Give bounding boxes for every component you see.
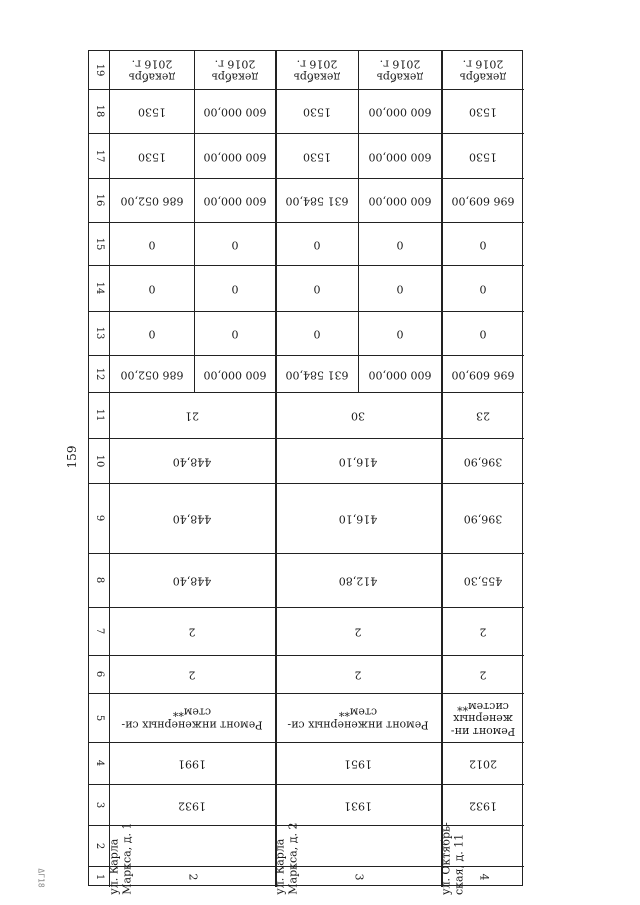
row-3-col16-split-1: [358, 178, 359, 222]
column-number-9-text: 9: [93, 514, 105, 522]
row-3-index-text: 3: [352, 873, 366, 880]
row-3-col14-1: [358, 265, 441, 311]
row-3-work_type-text: Ремонт инженерных си- стем**: [287, 705, 429, 732]
row-2-year_repair: [109, 742, 275, 784]
row-4-col19-0: [441, 51, 524, 89]
row-4-col17-0-text: 1530: [468, 149, 497, 163]
row-3-col19-split-1: [358, 51, 359, 89]
row-3-col19-1-text: декабрь 2016 г.: [376, 58, 423, 84]
row-3-col18-0: [275, 89, 358, 133]
row-2-col12-1: [194, 355, 275, 392]
row-2-address-text: ул. Карла Маркса, д. 1: [107, 822, 133, 895]
row-2-col10: [109, 438, 275, 483]
row-3-col12-0: [275, 355, 358, 392]
row-2-col17-0-text: 1530: [137, 149, 166, 163]
row-4-col13-0: [441, 311, 524, 355]
row-2-col15-1-text: 0: [231, 237, 238, 251]
row-3-col12-1: [358, 355, 441, 392]
column-number-2-text: 2: [93, 842, 105, 849]
column-number-5-text: 5: [93, 714, 105, 721]
row-2-col7: [109, 607, 275, 655]
row-2-col18-1: [194, 89, 275, 133]
row-3-col14-0-text: 0: [313, 282, 320, 296]
column-number-13: [89, 311, 109, 355]
row-2-col12-0: [109, 355, 194, 392]
row-2-index-text: 2: [186, 873, 200, 880]
row-2-col19-0-text: декабрь 2016 г.: [128, 58, 175, 84]
scan-mark: ΔΓ18: [36, 868, 46, 888]
row-3-col13-split-1: [358, 311, 359, 355]
column-number-7: [89, 607, 109, 655]
row-3-col15-split-1: [358, 222, 359, 265]
row-2-col13-split-1: [194, 311, 195, 355]
row-4-work_type-text: Ремонт ин- женерных систем**: [450, 699, 515, 738]
column-number-7-text: 7: [93, 627, 105, 635]
row-4-work_type: [441, 693, 524, 742]
row-4-col12-0: [441, 355, 524, 392]
row-4-col15-0: [441, 222, 524, 265]
column-number-9: [89, 483, 109, 553]
column-number-3-text: 3: [93, 801, 105, 808]
row-2-col16-0-text: 686 052,00: [120, 194, 183, 208]
row-3-col17-1-text: 600 000,00: [368, 149, 431, 163]
row-2-col19-split-1: [194, 51, 195, 89]
row-4-year_repair: [441, 742, 524, 784]
row-3-col7-text: 2: [354, 625, 362, 639]
row-4-col17-0: [441, 133, 524, 178]
row-4-index-text: 4: [476, 873, 490, 880]
column-number-4: [89, 742, 109, 784]
column-number-16-text: 16: [93, 193, 105, 207]
row-2-col18-1-text: 600 000,00: [203, 105, 266, 119]
row-3-col18-1-text: 600 000,00: [368, 105, 431, 119]
row-2-col14-0-text: 0: [148, 282, 155, 296]
column-number-4-text: 4: [93, 759, 105, 767]
row-3-col13-0-text: 0: [313, 327, 320, 341]
row-3-address: [273, 822, 441, 895]
row-4-index: [441, 866, 524, 887]
column-number-10: [89, 438, 109, 483]
column-number-15-text: 15: [93, 237, 105, 250]
row-2-col16-split-1: [194, 178, 195, 222]
row-3-col9: [275, 483, 441, 553]
column-number-6: [89, 655, 109, 693]
row-2-col15-0: [109, 222, 194, 265]
row-4-col10: [441, 438, 524, 483]
row-3-col11: [275, 392, 441, 438]
row-2-col9-text: 448,40: [172, 512, 212, 526]
row-3-col17-split-1: [358, 133, 359, 178]
column-number-15: [89, 222, 109, 265]
row-2-col14-0: [109, 265, 194, 311]
row-3-col13-0: [275, 311, 358, 355]
row-2-col15-split-1: [194, 222, 195, 265]
column-number-18-text: 18: [93, 104, 105, 118]
row-2-col14-split-1: [194, 265, 195, 311]
row-2-col7-text: 2: [188, 625, 196, 639]
row-4-col16-0: [441, 178, 524, 222]
row-4-col15-0-text: 0: [479, 237, 486, 251]
column-number-14: [89, 265, 109, 311]
column-number-5: [89, 693, 109, 742]
row-2-col11: [109, 392, 275, 438]
row-4-col8-text: 455,30: [463, 574, 502, 588]
row-4-col6-text: 2: [479, 668, 486, 682]
row-3-col17-1: [358, 133, 441, 178]
row-3-work_type: [275, 693, 441, 742]
row-3-col10-text: 416,10: [338, 454, 378, 468]
row-2-index: [109, 866, 275, 887]
column-number-1: [89, 866, 109, 887]
row-3-col6-text: 2: [354, 668, 362, 682]
row-3-col19-0: [275, 51, 358, 89]
row-3-col18-1: [358, 89, 441, 133]
row-3-col19-1: [358, 51, 441, 89]
row-3-col15-1-text: 0: [396, 237, 403, 251]
row-3-col17-0-text: 1530: [302, 149, 331, 163]
column-number-16: [89, 178, 109, 222]
row-3-col14-split-1: [358, 265, 359, 311]
row-2-col8-text: 448,40: [172, 574, 212, 588]
row-2-col17-1-text: 600 000,00: [203, 149, 266, 163]
column-number-12-text: 12: [93, 367, 105, 380]
row-3-col12-0-text: 631 584,00: [285, 367, 348, 381]
column-number-13-text: 13: [93, 326, 105, 340]
row-2-col8: [109, 553, 275, 607]
row-2-col13-0-text: 0: [148, 327, 155, 341]
row-2-col18-split-1: [194, 89, 195, 133]
row-3-col16-1-text: 600 000,00: [368, 194, 431, 208]
row-2-col17-split-1: [194, 133, 195, 178]
row-2-col9: [109, 483, 275, 553]
row-4-col7: [441, 607, 524, 655]
row-2-col15-0-text: 0: [148, 237, 155, 251]
data-table: [88, 50, 523, 895]
column-number-11: [89, 392, 109, 438]
row-3-col17-0: [275, 133, 358, 178]
row-2-col17-0: [109, 133, 194, 178]
row-3-col19-0-text: декабрь 2016 г.: [293, 58, 340, 84]
row-2-col12-1-text: 600 000,00: [203, 367, 266, 381]
row-4-col10-text: 396,90: [463, 454, 502, 468]
column-number-10-text: 10: [93, 454, 105, 467]
row-3-col7: [275, 607, 441, 655]
row-4-col7-text: 2: [479, 625, 486, 639]
row-2-col16-1-text: 600 000,00: [203, 194, 266, 208]
column-number-18: [89, 89, 109, 133]
row-3-col16-1: [358, 178, 441, 222]
row-4-col16-0-text: 696 609,00: [451, 194, 514, 208]
row-2-col16-0: [109, 178, 194, 222]
row-2-year_built: [109, 784, 275, 825]
row-2-col19-1: [194, 51, 275, 89]
row-2-col18-0-text: 1530: [137, 105, 166, 119]
row-2-col19-1-text: декабрь 2016 г.: [211, 58, 258, 84]
row-2-col12-split-1: [194, 355, 195, 392]
row-4-col6: [441, 655, 524, 693]
row-4-col11-text: 23: [475, 409, 490, 423]
row-3-col11-text: 30: [351, 409, 365, 423]
row-2-year_built-text: 1932: [178, 798, 206, 812]
row-2-work_type-text: Ремонт инженерных си- стем**: [121, 705, 263, 732]
column-number-1-text: 1: [93, 873, 105, 880]
row-3-col14-0: [275, 265, 358, 311]
row-2-col12-0-text: 686 052,00: [120, 367, 183, 381]
row-3-col6: [275, 655, 441, 693]
row-3-col18-split-1: [358, 89, 359, 133]
row-4-col19-0-text: декабрь 2016 г.: [459, 58, 506, 84]
row-2-col13-0: [109, 311, 194, 355]
row-4-col11: [441, 392, 524, 438]
row-4-col13-0-text: 0: [479, 327, 486, 341]
row-4-col14-0: [441, 265, 524, 311]
row-2-col11-text: 21: [185, 409, 199, 423]
row-3-col15-0-text: 0: [313, 237, 320, 251]
row-3-col16-0-text: 631 584,00: [285, 194, 348, 208]
row-2-address: [107, 822, 275, 895]
column-number-14-text: 14: [93, 281, 105, 295]
row-2-col6-text: 2: [188, 668, 196, 682]
row-2-col6: [109, 655, 275, 693]
row-3-col13-1: [358, 311, 441, 355]
row-2-year_repair-text: 1991: [178, 757, 206, 771]
column-number-19: [89, 51, 109, 89]
row-4-col9-text: 396,90: [463, 512, 502, 526]
row-3-year_built-text: 1931: [344, 798, 372, 812]
row-3-col14-1-text: 0: [396, 282, 403, 296]
row-3-index: [275, 866, 441, 887]
row-2-col16-1: [194, 178, 275, 222]
row-4-col18-0: [441, 89, 524, 133]
row-4-col12-0-text: 696 609,00: [451, 367, 514, 381]
row-4-year_built: [441, 784, 524, 825]
column-number-8: [89, 553, 109, 607]
row-3-year_repair-text: 1951: [344, 757, 372, 771]
row-3-col16-0: [275, 178, 358, 222]
column-number-17-text: 17: [93, 149, 105, 162]
row-2-col13-1-text: 0: [231, 327, 238, 341]
row-2-work_type: [109, 693, 275, 742]
row-4-address: [439, 821, 524, 895]
row-3-col12-split-1: [358, 355, 359, 392]
column-number-17: [89, 133, 109, 178]
row-4-year_built-text: 1932: [468, 798, 497, 812]
row-3-col10: [275, 438, 441, 483]
column-number-19-text: 19: [93, 63, 105, 77]
row-3-col8-text: 412,80: [338, 574, 378, 588]
row-2-col19-0: [109, 51, 194, 89]
column-number-12: [89, 355, 109, 392]
row-3-col15-1: [358, 222, 441, 265]
row-2-col10-text: 448,40: [172, 454, 212, 468]
column-number-8-text: 8: [93, 576, 105, 584]
row-2-col15-1: [194, 222, 275, 265]
row-3-col13-1-text: 0: [396, 327, 403, 341]
row-3-col9-text: 416,10: [338, 512, 378, 526]
row-2-col17-1: [194, 133, 275, 178]
page-number: 159: [65, 445, 79, 469]
column-number-3: [89, 784, 109, 825]
column-number-6-text: 6: [93, 670, 105, 678]
row-3-col18-0-text: 1530: [302, 105, 331, 119]
row-4-year_repair-text: 2012: [468, 757, 497, 771]
row-3-address-text: ул. Карла Маркса, д. 2: [273, 822, 299, 895]
row-2-col18-0: [109, 89, 194, 133]
row-4-col9: [441, 483, 524, 553]
row-3-year_built: [275, 784, 441, 825]
column-number-2: [89, 825, 109, 866]
row-4-address-text: ул. Октябрь- ская, д. 11: [439, 821, 465, 895]
row-2-col14-1: [194, 265, 275, 311]
row-3-col12-1-text: 600 000,00: [368, 367, 431, 381]
row-4-col8: [441, 553, 524, 607]
row-3-col15-0: [275, 222, 358, 265]
row-4-col14-0-text: 0: [479, 282, 486, 296]
row-2-col14-1-text: 0: [231, 282, 238, 296]
row-3-year_repair: [275, 742, 441, 784]
row-4-col18-0-text: 1530: [468, 105, 497, 119]
column-number-11-text: 11: [93, 408, 105, 422]
row-2-col13-1: [194, 311, 275, 355]
row-3-col8: [275, 553, 441, 607]
